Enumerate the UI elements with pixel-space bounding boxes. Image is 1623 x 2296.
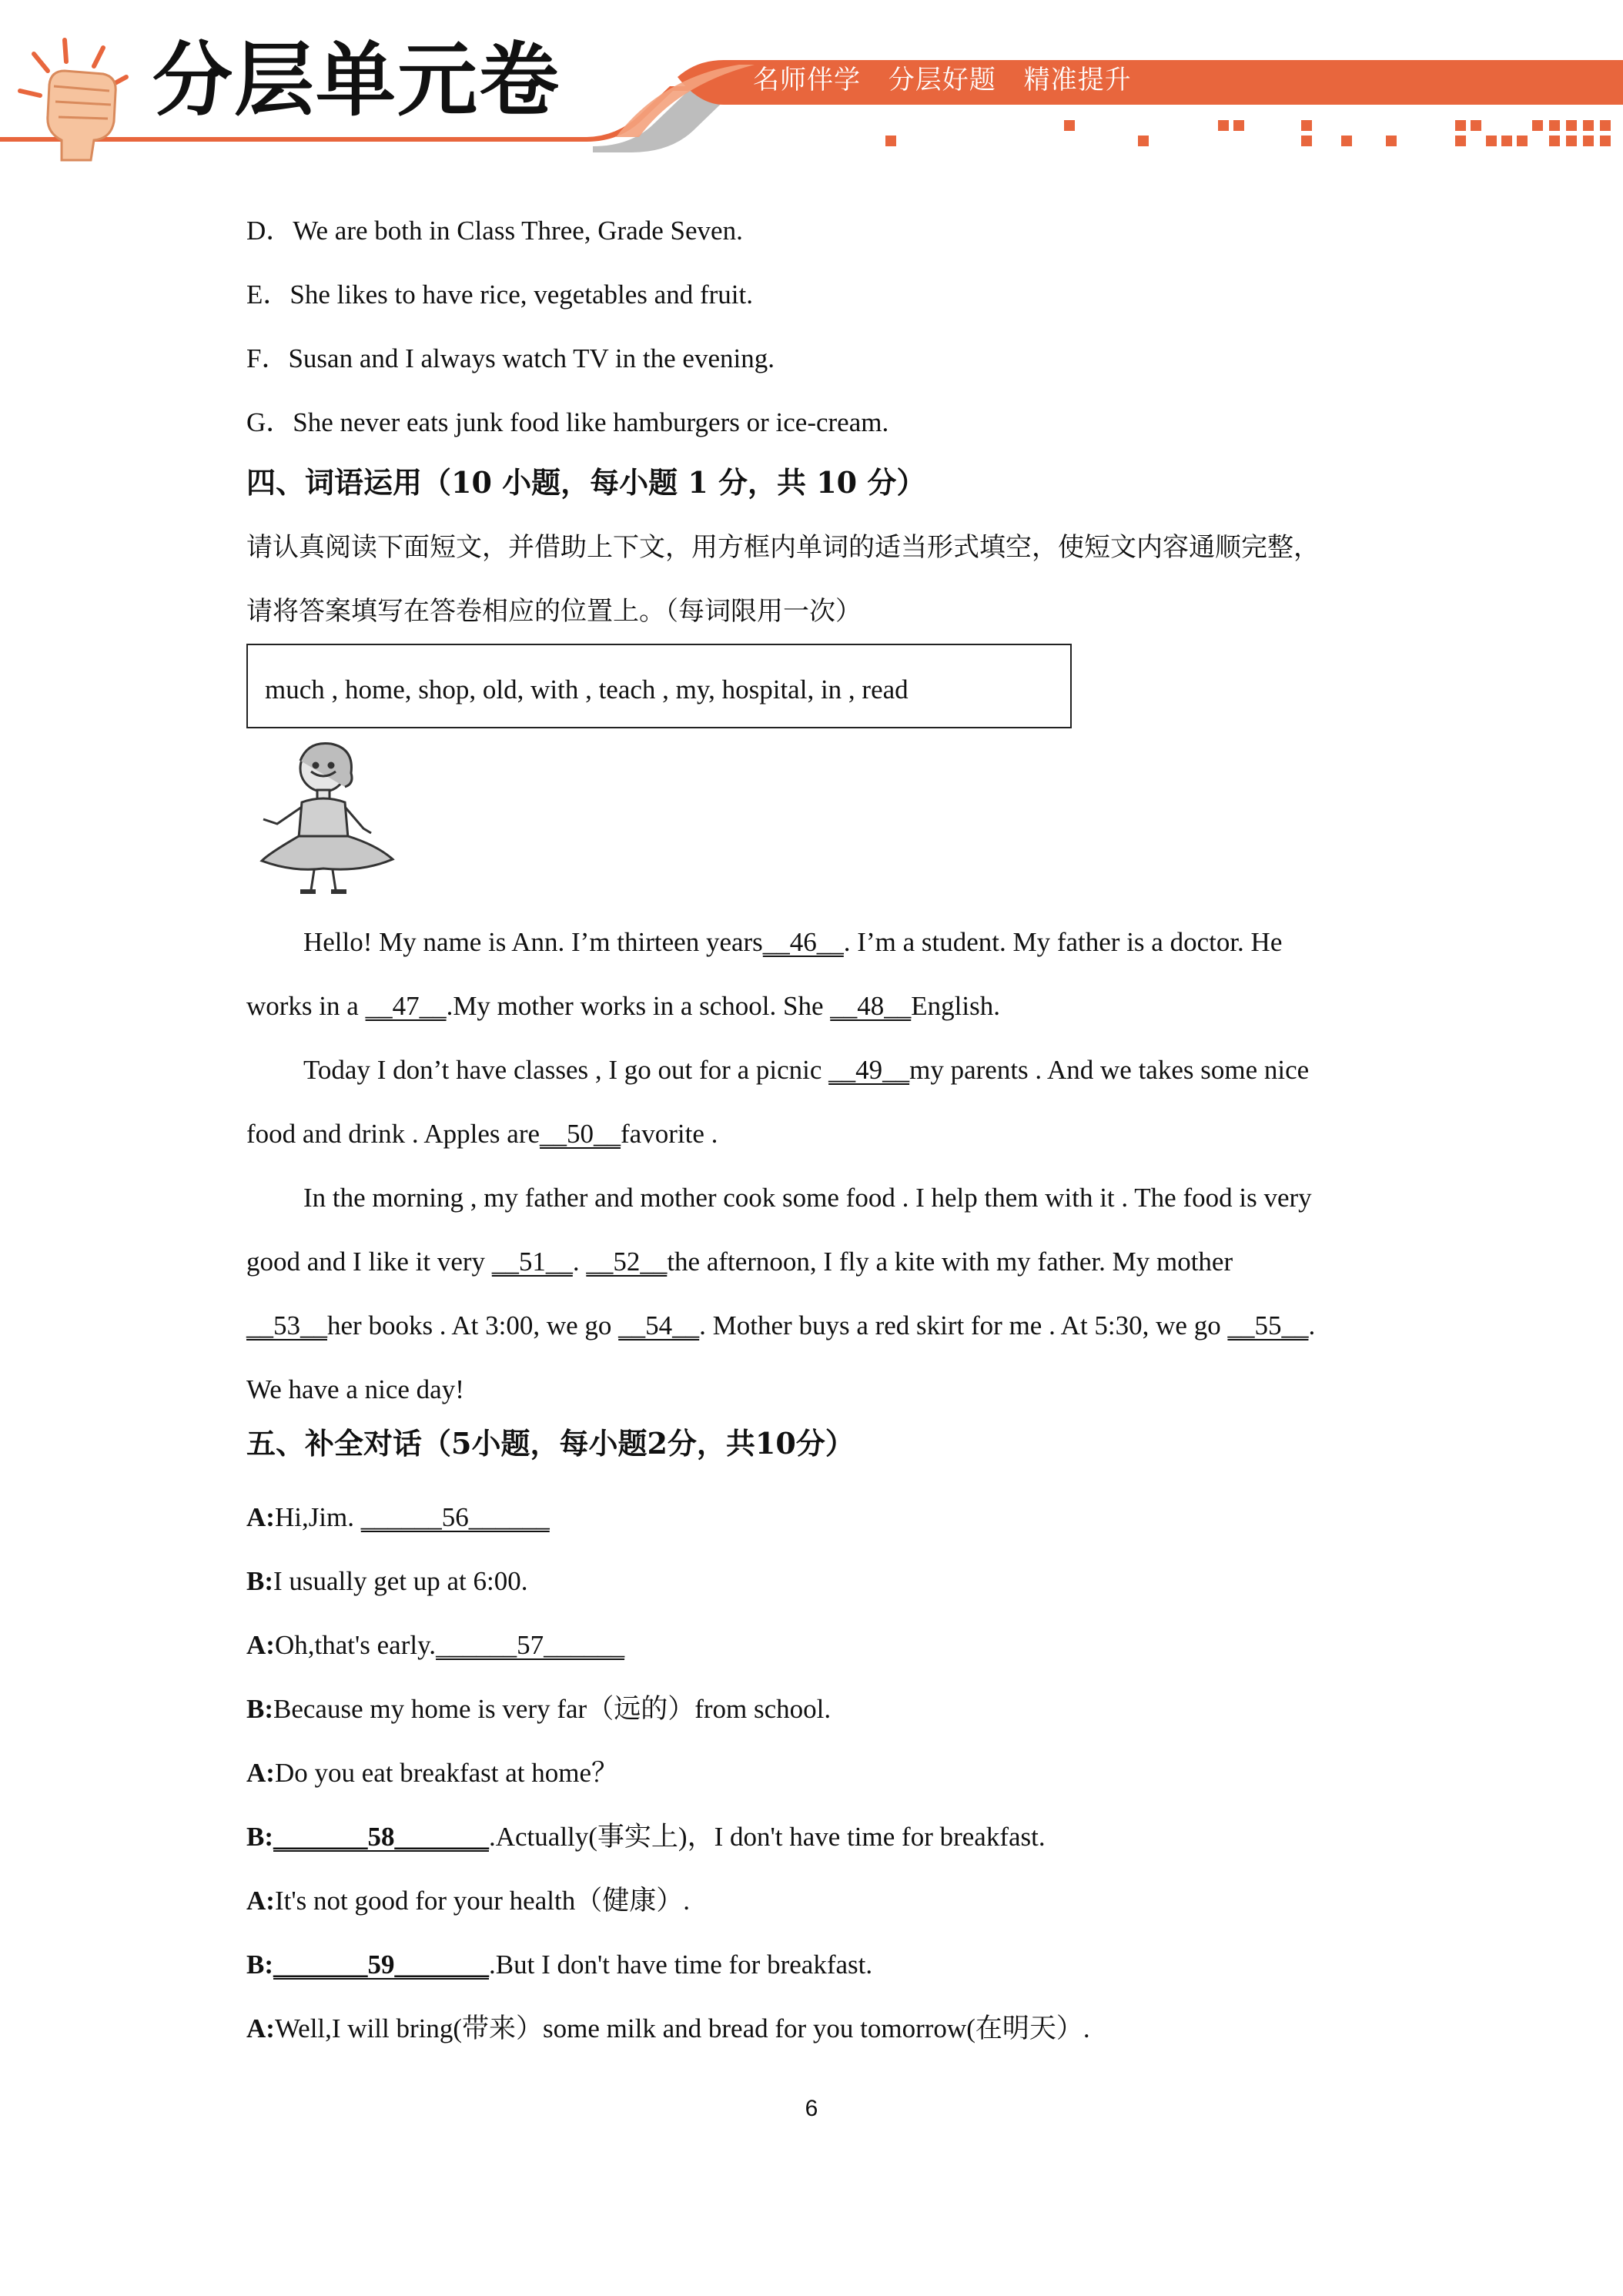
word-box-text: much , home, shop, old, with , teach , my, hospital, in , read xyxy=(265,674,909,705)
dialogue-line-6: B:_______58_______.Actually(事实上)，I don't have time for breakfast. xyxy=(246,1822,1046,1852)
passage-line-8: We have a nice day! xyxy=(246,1374,464,1404)
blank-58[interactable]: _______58_______ xyxy=(273,1822,489,1852)
section4-instruction-1: 请认真阅读下面短文，并借助上下文，用方框内单词的适当形式填空，使短文内容通顺完整， xyxy=(246,532,1320,563)
blank-50[interactable]: __50__ xyxy=(540,1119,621,1149)
option-e: E．She likes to have rice, vegetables and fruit. xyxy=(246,279,753,310)
dialogue-line-3: A:Oh,that's early.______57______ xyxy=(246,1630,625,1660)
blank-57[interactable]: ______57______ xyxy=(436,1630,625,1660)
passage-line-1: Hello! My name is Ann. I’m thirteen years__46__. I’m a student. My father is a doctor. He xyxy=(303,927,1283,957)
blank-56[interactable]: ______56______ xyxy=(360,1502,550,1532)
speaker-label: A: xyxy=(246,2013,275,2043)
dialogue-line-1: A:Hi,Jim. ______56______ xyxy=(246,1502,550,1532)
page-number: 6 xyxy=(805,2096,818,2121)
dialogue-line-8: B:_______59_______.But I don't have time for breakfast. xyxy=(246,1950,873,1980)
speaker-label: B: xyxy=(246,1694,273,1724)
speaker-label: B: xyxy=(246,1822,273,1852)
blank-59[interactable]: _______59_______ xyxy=(273,1950,489,1980)
blank-55[interactable]: __55__ xyxy=(1227,1310,1309,1340)
passage-line-6: good and I like it very __51__. __52__the afternoon, I fly a kite with my father. My mother xyxy=(246,1247,1233,1277)
blank-46[interactable]: __46__ xyxy=(762,927,844,957)
speaker-label: B: xyxy=(246,1950,273,1980)
fist-icon xyxy=(11,31,142,162)
section5-title: 五、补全对话（5小题，每小题2分，共10分） xyxy=(246,1426,855,1461)
word-box xyxy=(246,644,1072,728)
blank-48[interactable]: __48__ xyxy=(830,991,912,1021)
speaker-label: A: xyxy=(246,1630,275,1660)
section4-instruction-2: 请将答案填写在答卷相应的位置上。（每词限用一次） xyxy=(246,596,862,627)
speaker-label: A: xyxy=(246,1886,275,1916)
passage-line-5: In the morning , my father and mother cook some food . I help them with it . The food is very xyxy=(303,1183,1312,1213)
speaker-label: A: xyxy=(246,1758,275,1788)
section4-title: 四、词语运用（10 小题，每小题 1 分，共 10 分） xyxy=(246,465,926,500)
brand-title: 分层单元卷 xyxy=(152,33,561,127)
dialogue-line-4: B:Because my home is very far（远的）from school. xyxy=(246,1694,832,1724)
dialogue-line-7: A:It's not good for your health（健康）. xyxy=(246,1886,690,1916)
dialogue-line-2: B:I usually get up at 6:00. xyxy=(246,1566,528,1596)
blank-52[interactable]: __52__ xyxy=(586,1247,668,1277)
dialogue-line-5: A:Do you eat breakfast at home？ xyxy=(246,1758,619,1788)
header-slogan: 名师伴学 分层好题 精准提升 xyxy=(753,65,1132,95)
option-d: D．We are both in Class Three, Grade Seven. xyxy=(246,216,743,246)
page-header xyxy=(0,0,1623,166)
blank-54[interactable]: __54__ xyxy=(618,1310,700,1340)
option-g: G．She never eats junk food like hamburgers or ice-cream. xyxy=(246,407,889,437)
speaker-label: B: xyxy=(246,1566,273,1596)
option-f: F．Susan and I always watch TV in the evening. xyxy=(246,343,775,373)
passage-line-2: works in a __47__.My mother works in a school. She __48__English. xyxy=(246,991,1000,1021)
blank-53[interactable]: __53__ xyxy=(246,1310,327,1340)
speaker-label: A: xyxy=(246,1502,275,1532)
blank-47[interactable]: __47__ xyxy=(365,991,447,1021)
dialogue-line-9: A:Well,I will bring(带来）some milk and bread for you tomorrow(在明天）. xyxy=(246,2013,1090,2043)
blank-51[interactable]: __51__ xyxy=(491,1247,573,1277)
girl-illustration xyxy=(246,738,408,899)
passage-line-3: Today I don’t have classes , I go out for a picnic __49__my parents . And we takes some nice xyxy=(303,1055,1310,1085)
passage-line-4: food and drink . Apples are__50__favorite . xyxy=(246,1119,718,1149)
blank-49[interactable]: __49__ xyxy=(828,1055,910,1085)
passage-line-7: __53__her books . At 3:00, we go __54__. Mother buys a red skirt for me . At 5:30, we go __55__. xyxy=(246,1310,1316,1340)
